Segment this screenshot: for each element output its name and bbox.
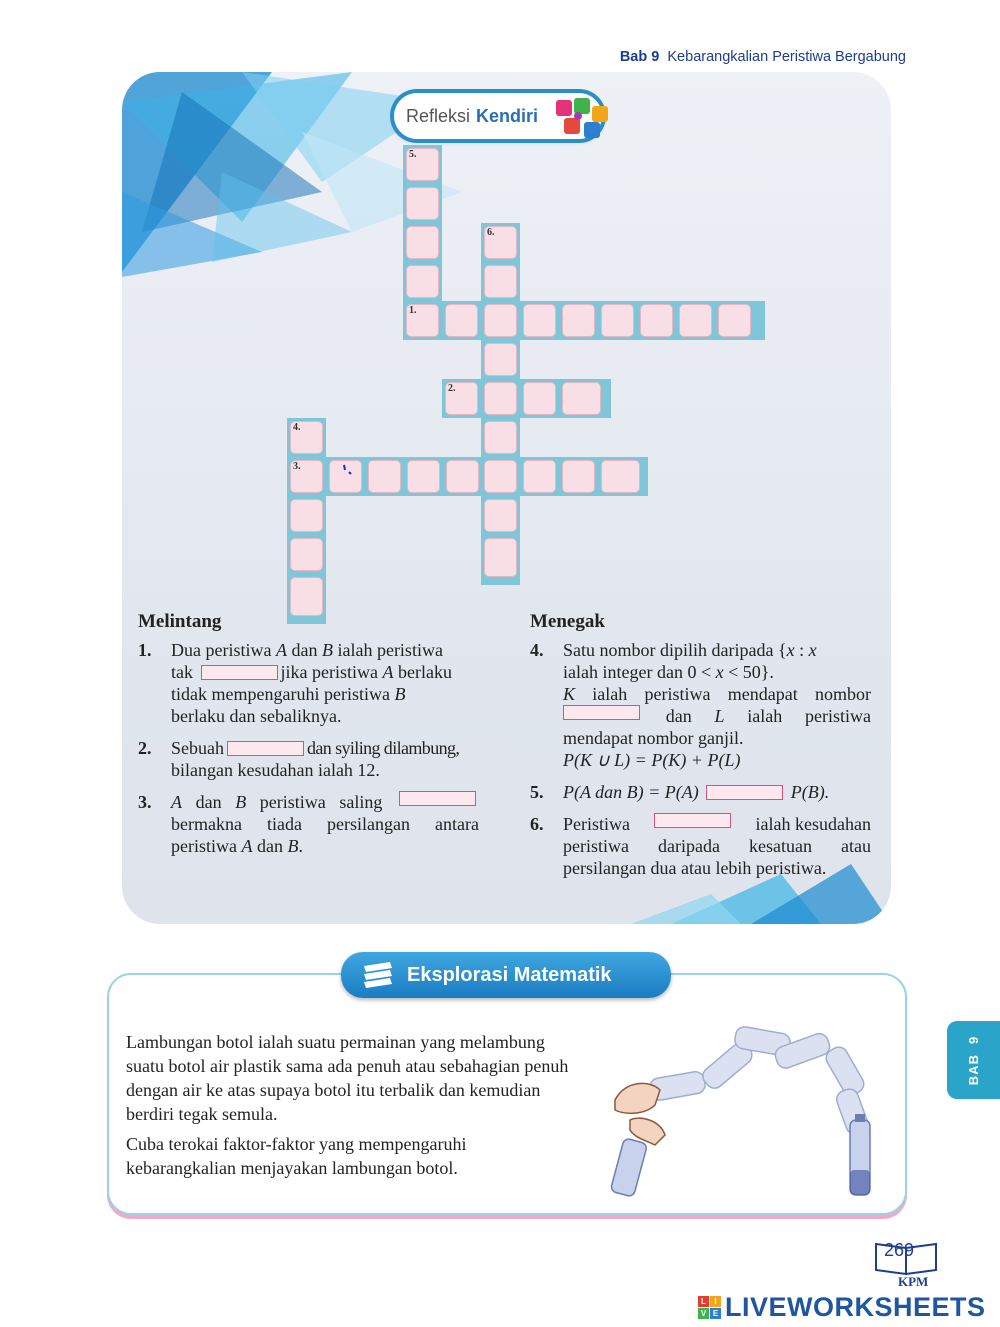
crossword-cell[interactable] [559, 379, 611, 418]
clue-text: dan [291, 640, 318, 660]
clue-3-number: 3. [138, 792, 152, 812]
clue-text: : [794, 640, 809, 660]
clue-text: bermakna [171, 814, 242, 834]
clue-text: dan [256, 836, 283, 856]
liveworksheets-brand [698, 1292, 986, 1323]
clue-text: Peristiwa [563, 814, 630, 834]
clue-number-1: 1. [409, 305, 417, 316]
clue-text: tidak mempengaruhi peristiwa [171, 684, 390, 704]
clue-text: ialah [747, 706, 783, 726]
clue-text: dan syiling dilambung, [307, 738, 460, 758]
crossword-cell[interactable] [403, 223, 442, 262]
clue-text: peristiwa [805, 706, 871, 726]
crossword-cell[interactable] [598, 301, 637, 340]
clue-text: ialah peristiwa [337, 640, 443, 660]
page-number: 269 [884, 1240, 915, 1260]
chapter-number: Bab 9 [619, 49, 660, 65]
crossword-cell[interactable] [287, 457, 326, 496]
answer-blank[interactable] [399, 791, 476, 806]
across-heading: Melintang [138, 611, 222, 632]
publisher: KPM [898, 1274, 929, 1289]
clue-text: x [715, 662, 724, 682]
clue-text: dan [195, 792, 222, 812]
clue-text: ialah integer dan 0 < [563, 662, 716, 682]
side-tab-label: BAB [966, 1053, 981, 1085]
down-heading: Menegak [530, 611, 605, 632]
side-tab-number: 9 [966, 1035, 981, 1044]
clue-text: tak [171, 662, 193, 682]
clue-formula: P(A dan B) = P(A) [563, 782, 699, 802]
clue-number-4: 4. [293, 422, 301, 433]
crossword-cell[interactable] [404, 457, 443, 496]
clue-text: peristiwa [644, 684, 711, 704]
clue-text: ialah kesudahan [755, 814, 871, 834]
clue-text: Dua peristiwa [171, 640, 272, 660]
clue-text: berlaku [397, 662, 452, 682]
clue-number-5: 5. [409, 149, 417, 160]
brand-logo-icon [698, 1296, 721, 1319]
crossword-cell[interactable] [403, 145, 442, 184]
clue-text: < 50}. [723, 662, 774, 682]
clue-text: B [235, 792, 247, 812]
crossword-cell[interactable] [365, 457, 404, 496]
clue-2 [138, 737, 479, 781]
page-number-block [872, 1238, 942, 1290]
clue-text: . [298, 836, 303, 856]
crossword-cell[interactable] [559, 301, 598, 340]
crossword-cell[interactable] [637, 301, 676, 340]
clue-1-number: 1. [138, 640, 152, 660]
down-clues [530, 611, 871, 889]
chapter-title: Kebarangkalian Peristiwa Bergabung [667, 49, 906, 65]
exploration-paragraph: Lambungan botol ialah suatu permainan yang melambung suatu botol air plastik sama ada penuh atau sebahagian penuh dengan air ke atas supaya botol itu terbalik dan kemudian berdiri tegak semula. [126, 1032, 569, 1124]
clue-5 [530, 781, 871, 803]
crossword-cell[interactable] [481, 535, 520, 585]
clue-text: dan [665, 706, 692, 726]
clue-2-number: 2. [138, 738, 152, 758]
crossword-cell[interactable] [481, 262, 520, 301]
exploration-title: Eksplorasi Matematik [341, 952, 671, 998]
clue-text: K [563, 684, 576, 704]
crossword-cell[interactable] [442, 301, 481, 340]
crossword-cell[interactable] [403, 184, 442, 223]
crossword-cell[interactable] [287, 418, 326, 457]
crossword-cell[interactable] [403, 262, 442, 301]
crossword-cell[interactable] [520, 457, 559, 496]
clue-5-number: 5. [530, 782, 544, 802]
crossword-cell[interactable] [481, 418, 520, 457]
clue-text: B [394, 684, 406, 704]
clue-text: peristiwa [171, 836, 237, 856]
clue-text: Sebuah [171, 738, 224, 758]
clue-3 [138, 791, 479, 857]
clue-text: peristiwa [563, 836, 629, 856]
clue-text: L [714, 706, 725, 726]
clue-text: berlaku dan sebaliknya. [171, 706, 342, 726]
clue-text: Satu nombor dipilih daripada { [563, 640, 787, 660]
clue-text: saling [339, 792, 383, 812]
crossword-cell[interactable] [559, 457, 598, 496]
answer-blank[interactable] [706, 785, 783, 800]
clue-4 [530, 639, 871, 771]
clue-text: kesatuan [748, 836, 812, 856]
badge-light: Refleksi [406, 105, 471, 126]
clue-formula: P(B). [790, 782, 830, 802]
answer-blank[interactable] [654, 813, 731, 828]
crossword-cell[interactable] [598, 457, 648, 496]
ink-mark-icon [341, 463, 355, 477]
chapter-side-tab [947, 1021, 1000, 1099]
clue-text: B [321, 640, 333, 660]
crossword-cell[interactable] [443, 457, 482, 496]
answer-blank[interactable] [563, 705, 640, 720]
clue-4-number: 4. [530, 640, 544, 660]
clue-text: atau [840, 836, 871, 856]
exploration-text [126, 1030, 576, 1186]
clue-text: jika peristiwa [280, 662, 378, 682]
crossword-cell[interactable] [676, 301, 715, 340]
clue-number-2: 2. [448, 383, 456, 394]
clue-text: mendapat [727, 684, 798, 704]
clue-text: mendapat nombor ganjil. [563, 728, 744, 748]
crossword-cell[interactable] [520, 301, 559, 340]
clue-text: bilangan kesudahan ialah 12. [171, 760, 380, 780]
crossword-cell[interactable] [520, 379, 559, 418]
clue-text: A [171, 792, 182, 812]
clue-text: x [808, 640, 817, 660]
clue-number-6: 6. [487, 227, 495, 238]
answer-blank[interactable] [201, 665, 278, 680]
crossword-cell[interactable] [481, 301, 520, 340]
crossword-cell[interactable] [442, 379, 481, 418]
clue-text: A [382, 662, 394, 682]
brand-name: LIVEWORKSHEETS [725, 1292, 986, 1322]
clue-text: A [275, 640, 287, 660]
clue-text: tiada [267, 814, 302, 834]
crossword-cell[interactable] [481, 340, 520, 379]
crossword-cell[interactable] [481, 223, 520, 262]
logo-letter: V [698, 1308, 709, 1319]
crossword-cell[interactable] [481, 379, 520, 418]
clue-6-number: 6. [530, 814, 544, 834]
clue-text: x [786, 640, 795, 660]
clue-text: A [241, 836, 253, 856]
crossword-cell[interactable] [287, 535, 326, 574]
logo-letter: E [710, 1308, 721, 1319]
clue-1 [138, 639, 479, 727]
bottles-illustration [605, 1020, 885, 1200]
clue-text: ialah [592, 684, 628, 704]
crossword-cell[interactable] [481, 457, 520, 496]
clue-formula: P(K ∪ L) = P(K) + P(L) [563, 750, 741, 770]
clue-text: B [287, 836, 299, 856]
clue-text: peristiwa [259, 792, 326, 812]
across-clues [138, 611, 479, 867]
badge-bold: Kendiri [476, 105, 539, 126]
clue-text: persilangan dua atau lebih peristiwa. [563, 858, 827, 878]
logo-letter: I [710, 1296, 721, 1307]
clue-text: daripada [658, 836, 720, 856]
crossword-cell[interactable] [481, 496, 520, 535]
crossword-cell[interactable] [287, 496, 326, 535]
chapter-header [560, 49, 906, 65]
crossword-cell[interactable] [403, 301, 442, 340]
crossword-cell[interactable] [715, 301, 754, 340]
clue-text: antara [435, 814, 479, 834]
clue-text: persilangan [327, 814, 410, 834]
puzzle-icon [548, 94, 614, 146]
books-icon [360, 958, 396, 992]
clue-text: nombor [814, 684, 871, 704]
clue-6 [530, 813, 871, 879]
answer-blank[interactable] [227, 741, 304, 756]
logo-letter: L [698, 1296, 709, 1307]
clue-number-3: 3. [293, 461, 301, 472]
exploration-paragraph: Cuba terokai faktor-faktor yang mempengaruhi kebarangkalian menjayakan lambungan botol. [126, 1134, 467, 1178]
